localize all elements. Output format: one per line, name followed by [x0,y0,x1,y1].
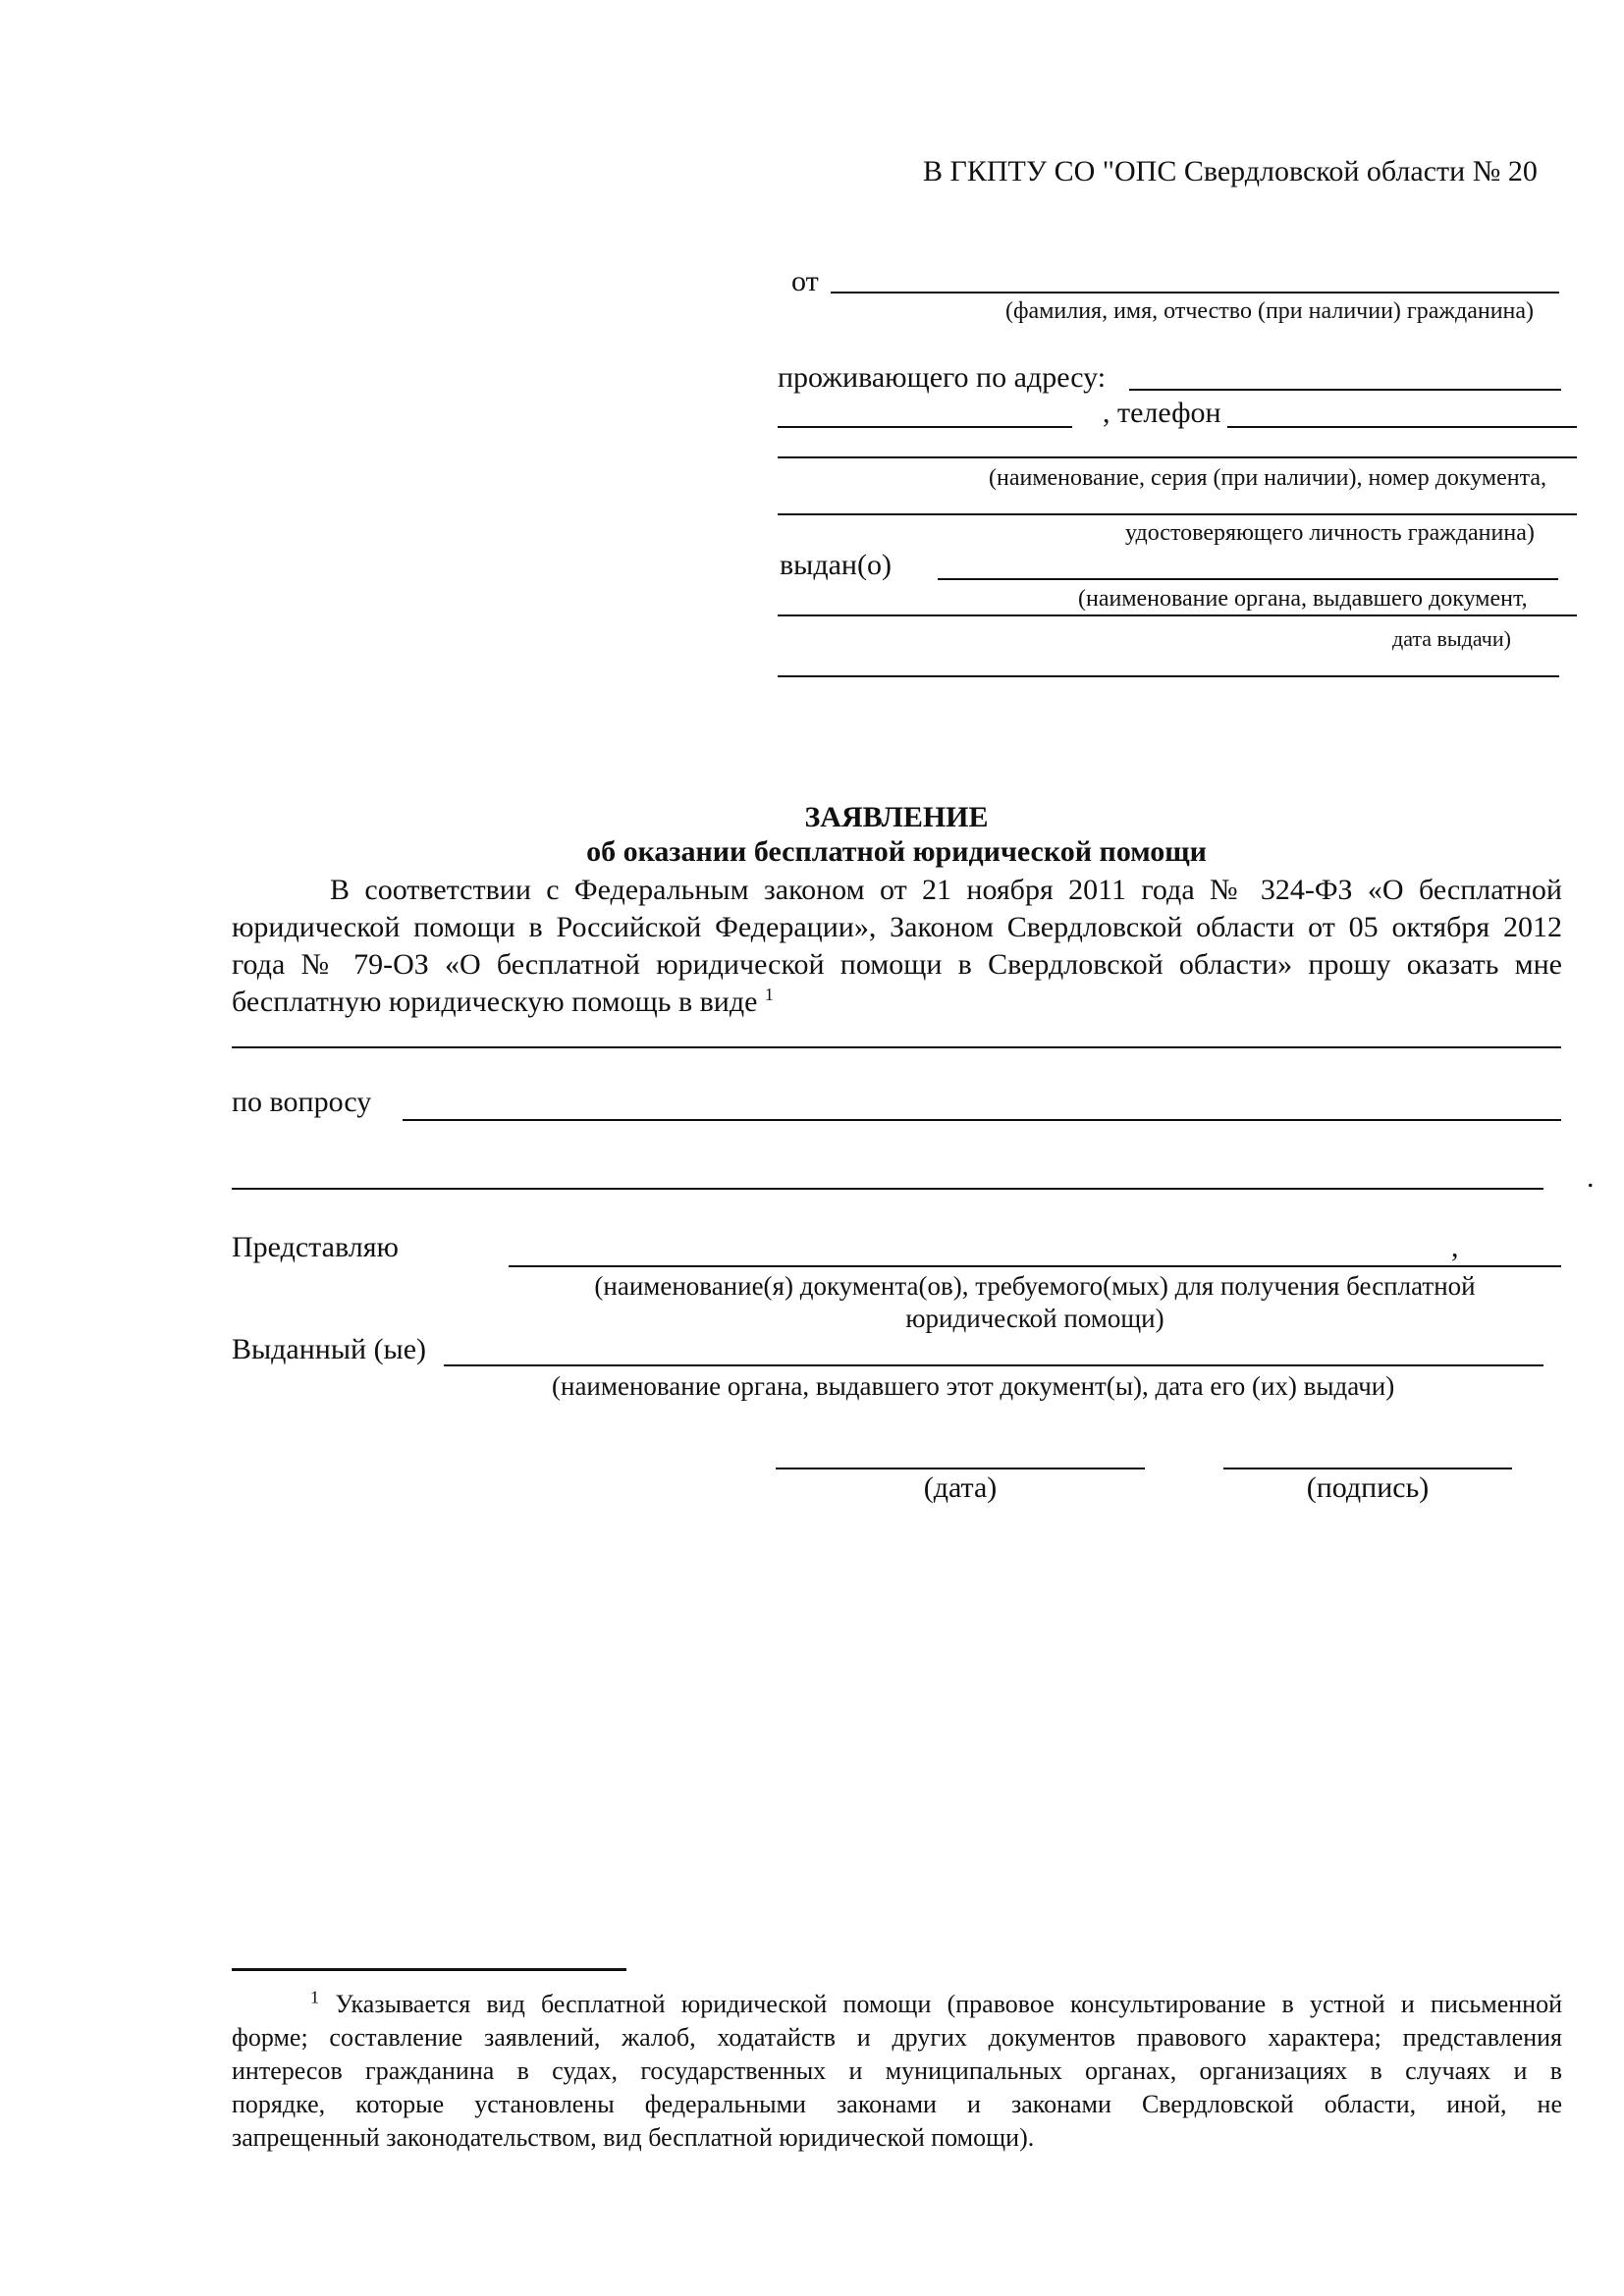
document-title: ЗАЯВЛЕНИЕ [804,801,989,833]
body-paragraph [232,872,1562,1021]
footnote-line-5: запрещенный законодательством, вид бесплатной юридической помощи). [232,2123,1035,2152]
present-label: Представляю [232,1231,399,1263]
issued-line-3[interactable] [778,675,1559,677]
address-label: проживающего по адресу: [778,361,1107,394]
footnote-line-3: интересов гражданина в судах, государственных и муниципальных органах, организациях в случаях и в [232,2056,1562,2085]
issued-line[interactable] [938,578,1558,580]
stray-dot: . [1587,1161,1595,1194]
present-comma: , [1451,1231,1459,1263]
document-subtitle: об оказании бесплатной юридической помощи [586,835,1207,868]
address-line-2[interactable] [778,426,1072,428]
body-line-4-text: бесплатную юридическую помощь в виде [232,986,758,1018]
footnote-line-2: форме; составление заявлений, жалоб, ходатайств и других документов правового характера; представления [232,2023,1562,2052]
issued2-caption: (наименование органа, выдавшего этот документ(ы), дата его (их) выдачи) [552,1371,1395,1401]
issued-label: выдан(о) [780,549,892,581]
body-line-1: В соответствии с Федеральным законом от 21 ноября 2011 года № 324-ФЗ «О бесплатной [330,874,1562,906]
footnote [232,1988,1562,2155]
id-doc-line[interactable] [778,456,1577,458]
present-caption-1: (наименование(я) документа(ов), требуемого(мых) для получения бесплатной [594,1271,1476,1301]
footnote-ref: 1 [764,985,774,1004]
signature-line[interactable] [1223,1468,1512,1469]
address-line[interactable] [1129,389,1561,391]
footnote-mark: 1 [310,1987,320,2007]
id-doc-line-2[interactable] [778,513,1577,515]
body-line-4 [232,984,1562,1021]
fio-caption: (фамилия, имя, отчество (при наличии) гражданина) [1005,298,1535,324]
body-line-2: юридической помощи в Российской Федерации», Законом Свердловской области от 05 октября 2012 [232,911,1562,943]
question-label: по вопросу [232,1086,372,1118]
phone-label: , телефон [1103,397,1221,429]
addressee: В ГКПТУ СО "ОПС Свердловской области № 20 [923,155,1538,187]
phone-line[interactable] [1227,426,1577,428]
id-doc-caption-2: удостоверяющего личность гражданина) [1125,520,1535,546]
question-line-2[interactable] [232,1188,1543,1190]
footnote-line-1-text: Указывается вид бесплатной юридической помощи (правовое консультирование в устной и письменной [335,1990,1563,2018]
present-caption-2: юридической помощи) [905,1304,1164,1333]
issued-caption-2: дата выдачи) [1392,626,1511,651]
issued2-label: Выданный (ые) [232,1333,427,1365]
issued-caption-1: (наименование органа, выдавшего документ, [1078,586,1528,612]
footnote-separator [232,1968,626,1971]
issued2-line[interactable] [444,1364,1543,1366]
date-caption: (дата) [923,1471,998,1504]
from-label: от [791,265,819,297]
question-line[interactable] [403,1119,1561,1121]
signature-caption: (подпись) [1306,1471,1430,1504]
issued-line-2[interactable] [778,614,1577,616]
date-line[interactable] [776,1468,1145,1469]
footnote-line-1 [232,1988,1562,2021]
id-doc-caption-1: (наименование, серия (при наличии), номер документа, [989,465,1547,491]
present-line[interactable] [509,1265,1561,1267]
footnote-line-4: порядке, которые установлены федеральными законами и законами Свердловской области, иной, не [232,2090,1562,2118]
body-line-3: года № 79-ОЗ «О бесплатной юридической помощи в Свердловской области» прошу оказать мне [232,948,1562,981]
fio-line[interactable] [831,292,1559,294]
help-type-line[interactable] [232,1046,1561,1048]
